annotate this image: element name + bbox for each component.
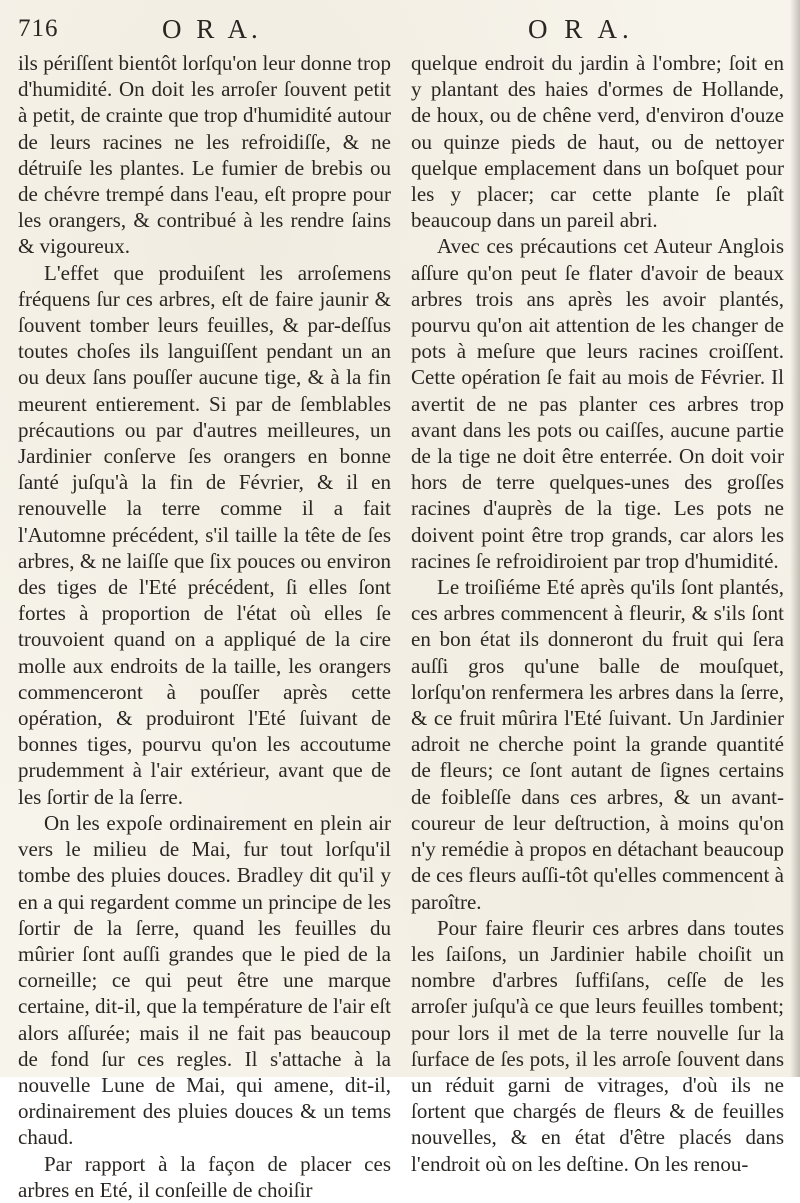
paragraph: ils périſſent bientôt lorſqu'on leur donne trop d'humidité. On doit les arroſer ſouvent petit à petit, de crainte que trop d'humidité autour de leurs racines ne les refroidiſſe, & ne détruiſe les plantes. Le fumier de brebis ou de chévre trempé dans l'eau, eſt propre pour les orangers, & contribué à les rendre ſains & vigoureux. bbox=[18, 51, 391, 259]
paragraph: Le troiſiéme Eté après qu'ils ſont plantés, ces arbres commencent à fleurir, & s'ils ſont en bon état ils donneront du fruit qui ſera auſſi gros qu'une balle de mouſquet, lorſqu'on renfermera les arbres dans la ſerre, & ce fruit mûrira l'Eté ſuivant. Un Jardinier adroit ne cherche point la grande quantité de fleurs; ce ſont autant de ſignes certains de foibleſſe dans ces arbres, & un avant-coureur de leur deſtruction, à moins qu'on n'y remédie à propos en détachant beaucoup de ces fleurs auſſi-tôt qu'elles commencent à paroître. bbox=[411, 575, 784, 914]
right-column bbox=[411, 50, 784, 1177]
paragraph: quelque endroit du jardin à l'ombre; ſoit en y plantant des haies d'ormes de Hollande, de houx, ou de chêne verd, d'environ d'ouze ou quinze pieds de haut, ou de nettoyer quelque emplacement dans un boſquet pour les y placer; car cette plante ſe plaît beaucoup dans un pareil abri. bbox=[411, 51, 784, 233]
page-edge-shadow bbox=[790, 0, 800, 1077]
page-number: 716 bbox=[18, 15, 59, 42]
paragraph: Avec ces précautions cet Auteur Anglois aſſure qu'on peut ſe flater d'avoir de beaux arbres trois ans après les avoir plantés, pourvu qu'on ait attention de les changer de pots à meſure que leurs racines croiſſent. Cette opération ſe fait au mois de Février. Il avertit de ne pas planter ces arbres trop avant dans les pots ou caiſſes, aucune partie de la tige ne doit être enterrée. On doit voir hors de terre quelques-unes des groſſes racines d'auprès de la tige. Les pots ne doivent point être trop grands, car alors les racines ſe refroidiroient par trop d'humidité. bbox=[411, 234, 784, 573]
left-column bbox=[18, 50, 391, 1203]
paragraph: Par rapport à la façon de placer ces arbres en Eté, il conſeille de choiſir bbox=[18, 1151, 391, 1202]
running-title-left: O R A. bbox=[162, 14, 262, 44]
paragraph: Pour faire fleurir ces arbres dans toutes les ſaiſons, un Jardinier habile choiſit un nombre d'arbres ſuffiſans, ceſſe de les arroſer juſqu'à ce que leurs feuilles tombent; pour lors il met de la terre nouvelle ſur la ſurface de ſes pots, il les arroſe ſouvent dans un réduit garni de vitrages, d'où ils ne ſortent que chargés de fleurs & de feuilles nouvelles, & en état d'être placés dans l'endroit où on les deſtine. On les renou- bbox=[411, 915, 784, 1176]
running-title-right: O R A. bbox=[528, 14, 634, 44]
paragraph: L'effet que produiſent les arroſemens fréquens ſur ces arbres, eſt de faire jaunir & ſouvent tomber leurs feuilles, & par-deſſus toutes choſes ils languiſſent pendant un an ou deux ſans pouſſer aucune tige, & à la fin meurent entierement. Si par de ſemblables précautions ou par d'autres meilleures, un Jardinier conſerve ſes orangers en bonne ſanté juſqu'à la fin de Février, & il en renouvelle la terre comme il a fait l'Automne précédent, s'il taille la tête de ſes arbres, & ne laiſſe que ſix pouces ou environ des tiges de l'Eté précédent, ſi elles ſont fortes à proportion de l'état où elles ſe trouvoient quand on a appliqué de la cire molle aux endroits de la taille, les orangers commenceront à pouſſer après cette opération, & produiront l'Eté ſuivant de bonnes tiges, pourvu qu'on les accoutume prudemment à l'air extérieur, avant que de les ſortir de la ſerre. bbox=[18, 260, 391, 809]
paragraph: On les expoſe ordinairement en plein air vers le milieu de Mai, fur tout lorſqu'il tombe des pluies douces. Bradley dit qu'il y en a qui regardent comme un principe de les ſortir de la ſerre, quand les feuilles du mûrier ſont auſſi grandes que le pied de la corneille; ce qui peut être une marque certaine, dit-il, que la température de l'air eſt alors aſſurée; mais il ne fait pas beaucoup de fond ſur ces regles. Il s'attache à la nouvelle Lune de Mai, qui amene, dit-il, ordinairement des pluies douces & un tems chaud. bbox=[18, 810, 391, 1150]
